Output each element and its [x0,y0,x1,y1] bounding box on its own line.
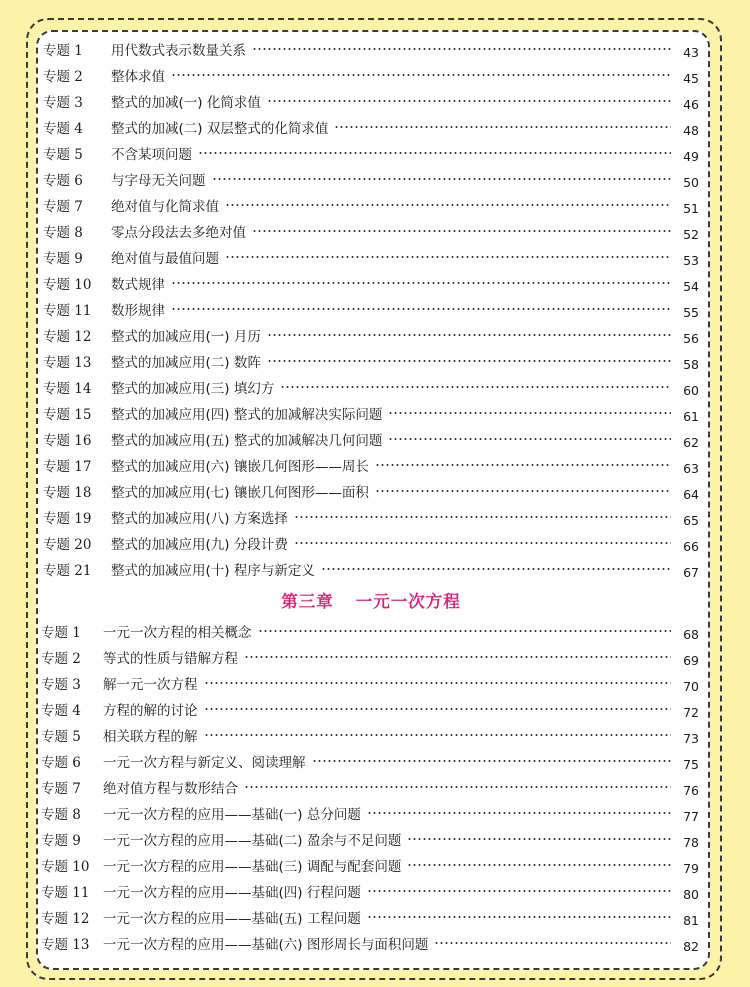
topic-number: 专题 10 [43,277,92,293]
page-number: 43 [683,44,699,60]
toc-entry [43,114,699,140]
topic-title: 一元一次方程的应用——基础(三) 调配与配套问题 [103,859,402,875]
topic-title: 相关联方程的解 [103,729,198,745]
topic-title: 数形规律 [111,303,165,319]
topic-title: 整式的加减应用(八) 方案选择 [111,511,288,527]
page-number: 50 [683,174,699,190]
page-number: 77 [683,808,699,824]
toc-entry [43,62,699,88]
dot-leader [225,204,671,206]
topic-number: 专题 1 [41,625,81,641]
topic-title: 整式的加减应用(一) 月历 [111,329,261,345]
topic-title: 解一元一次方程 [103,677,198,693]
toc-entry [43,218,699,244]
toc-entry [43,296,699,322]
dot-leader [244,656,671,658]
topic-number: 专题 4 [41,703,81,719]
topic-title: 整式的加减应用(六) 镶嵌几何图形——周长 [111,459,369,475]
topic-title: 整式的加减应用(九) 分段计费 [111,537,288,553]
toc-entry [43,140,699,166]
page-number: 56 [683,330,699,346]
dot-leader [312,760,672,762]
toc-entry [43,270,699,296]
topic-number: 专题 2 [43,69,83,85]
dot-leader [367,916,671,918]
topic-number: 专题 8 [43,225,83,241]
toc-entry [41,930,699,956]
page-number: 73 [683,730,699,746]
topic-title: 整式的加减(一) 化简求值 [111,95,261,111]
dot-leader [321,568,671,570]
dot-leader [171,308,671,310]
dot-leader [225,256,671,258]
topic-number: 专题 3 [43,95,83,111]
toc-entry [41,696,699,722]
page-number: 80 [683,886,699,902]
toc-entry [43,348,699,374]
topic-title: 整体求值 [111,69,165,85]
dot-leader [388,438,671,440]
toc-entry [41,904,699,930]
toc-entry [41,748,699,774]
topic-number: 专题 11 [43,303,92,319]
table-of-contents [43,36,699,956]
dot-leader [204,708,672,710]
topic-title: 整式的加减应用(二) 数阵 [111,355,261,371]
topic-title: 一元一次方程与新定义、阅读理解 [103,755,306,771]
toc-entry [43,556,699,582]
page-number: 68 [683,626,699,642]
page-number: 81 [683,912,699,928]
section-a-list [43,36,699,582]
page-number: 45 [683,70,699,86]
dot-leader [267,360,671,362]
dot-leader [252,230,671,232]
page-number: 54 [683,278,699,294]
dot-leader [204,682,672,684]
page-number: 66 [683,538,699,554]
topic-title: 一元一次方程的应用——基础(六) 图形周长与面积问题 [103,937,429,953]
page-number: 46 [683,96,699,112]
topic-number: 专题 12 [41,911,90,927]
toc-entry [43,478,699,504]
topic-number: 专题 13 [43,355,92,371]
topic-title: 整式的加减(二) 双层整式的化简求值 [111,121,329,137]
toc-entry [41,644,699,670]
chapter-heading [43,582,699,618]
dot-leader [388,412,671,414]
topic-number: 专题 12 [43,329,92,345]
topic-number: 专题 7 [43,199,83,215]
topic-title: 整式的加减应用(五) 整式的加减解决几何问题 [111,433,383,449]
toc-entry [43,452,699,478]
page-number: 49 [683,148,699,164]
dot-leader [367,890,671,892]
dot-leader [267,100,671,102]
topic-title: 整式的加减应用(十) 程序与新定义 [111,563,315,579]
dot-leader [252,48,671,50]
page-number: 79 [683,860,699,876]
topic-number: 专题 9 [43,251,83,267]
toc-entry [41,618,699,644]
page-number: 62 [683,434,699,450]
topic-number: 专题 3 [41,677,81,693]
dot-leader [375,464,671,466]
page-number: 70 [683,678,699,694]
chapter-number: 第三章 [281,592,334,611]
topic-number: 专题 8 [41,807,81,823]
dot-leader [294,542,671,544]
dot-leader [171,74,671,76]
dot-leader [280,386,671,388]
toc-entry [43,530,699,556]
topic-number: 专题 6 [43,173,83,189]
topic-title: 与字母无关问题 [111,173,206,189]
topic-number: 专题 2 [41,651,81,667]
dot-leader [294,516,671,518]
toc-entry [41,852,699,878]
chapter-name: 一元一次方程 [355,592,461,611]
page-number: 82 [683,938,699,954]
topic-title: 等式的性质与错解方程 [103,651,238,667]
toc-entry [41,800,699,826]
page-number: 63 [683,460,699,476]
dot-leader [171,282,671,284]
topic-title: 一元一次方程的应用——基础(二) 盈余与不足问题 [103,833,402,849]
page-number: 60 [683,382,699,398]
toc-entry [41,878,699,904]
dot-leader [267,334,671,336]
page-number: 52 [683,226,699,242]
toc-entry [41,670,699,696]
toc-entry [43,88,699,114]
topic-number: 专题 13 [41,937,90,953]
page-number: 53 [683,252,699,268]
dot-leader [204,734,672,736]
topic-title: 绝对值方程与数形结合 [103,781,238,797]
dot-leader [198,152,671,154]
topic-title: 一元一次方程的应用——基础(五) 工程问题 [103,911,361,927]
toc-entry [43,504,699,530]
page-number: 51 [683,200,699,216]
page-number: 69 [683,652,699,668]
toc-entry [43,192,699,218]
topic-number: 专题 4 [43,121,83,137]
toc-entry [41,722,699,748]
dot-leader [407,838,671,840]
topic-number: 专题 9 [41,833,81,849]
toc-entry [43,374,699,400]
dot-leader [407,864,671,866]
topic-number: 专题 15 [43,407,92,423]
toc-entry [43,166,699,192]
page-number: 48 [683,122,699,138]
toc-entry [43,400,699,426]
topic-title: 整式的加减应用(四) 整式的加减解决实际问题 [111,407,383,423]
topic-title: 绝对值与最值问题 [111,251,219,267]
page-number: 78 [683,834,699,850]
toc-entry [43,426,699,452]
page-number: 58 [683,356,699,372]
topic-title: 不含某项问题 [111,147,192,163]
topic-number: 专题 7 [41,781,81,797]
toc-entry [43,322,699,348]
topic-number: 专题 1 [43,43,83,59]
topic-title: 整式的加减应用(三) 填幻方 [111,381,275,397]
topic-number: 专题 11 [41,885,90,901]
dot-leader [434,942,671,944]
topic-number: 专题 14 [43,381,92,397]
toc-entry [43,244,699,270]
dot-leader [258,630,672,632]
page-number: 76 [683,782,699,798]
topic-number: 专题 21 [43,563,92,579]
topic-number: 专题 17 [43,459,92,475]
topic-number: 专题 5 [43,147,83,163]
toc-entry [41,774,699,800]
topic-number: 专题 20 [43,537,92,553]
topic-number: 专题 5 [41,729,81,745]
page-number: 55 [683,304,699,320]
topic-title: 绝对值与化简求值 [111,199,219,215]
page-number: 75 [683,756,699,772]
toc-entry [41,826,699,852]
toc-entry [43,36,699,62]
topic-title: 一元一次方程的相关概念 [103,625,252,641]
topic-title: 一元一次方程的应用——基础(一) 总分问题 [103,807,361,823]
topic-number: 专题 16 [43,433,92,449]
dot-leader [212,178,672,180]
topic-title: 整式的加减应用(七) 镶嵌几何图形——面积 [111,485,369,501]
topic-number: 专题 19 [43,511,92,527]
topic-number: 专题 18 [43,485,92,501]
dot-leader [375,490,671,492]
topic-number: 专题 10 [41,859,90,875]
topic-title: 方程的解的讨论 [103,703,198,719]
dot-leader [244,786,671,788]
topic-title: 一元一次方程的应用——基础(四) 行程问题 [103,885,361,901]
page-number: 61 [683,408,699,424]
topic-title: 数式规律 [111,277,165,293]
dot-leader [334,126,671,128]
page-number: 67 [683,564,699,580]
dot-leader [367,812,671,814]
page-number: 65 [683,512,699,528]
topic-title: 用代数式表示数量关系 [111,43,246,59]
section-b-list [41,618,699,956]
page-number: 64 [683,486,699,502]
page-number: 72 [683,704,699,720]
topic-number: 专题 6 [41,755,81,771]
topic-title: 零点分段法去多绝对值 [111,225,246,241]
